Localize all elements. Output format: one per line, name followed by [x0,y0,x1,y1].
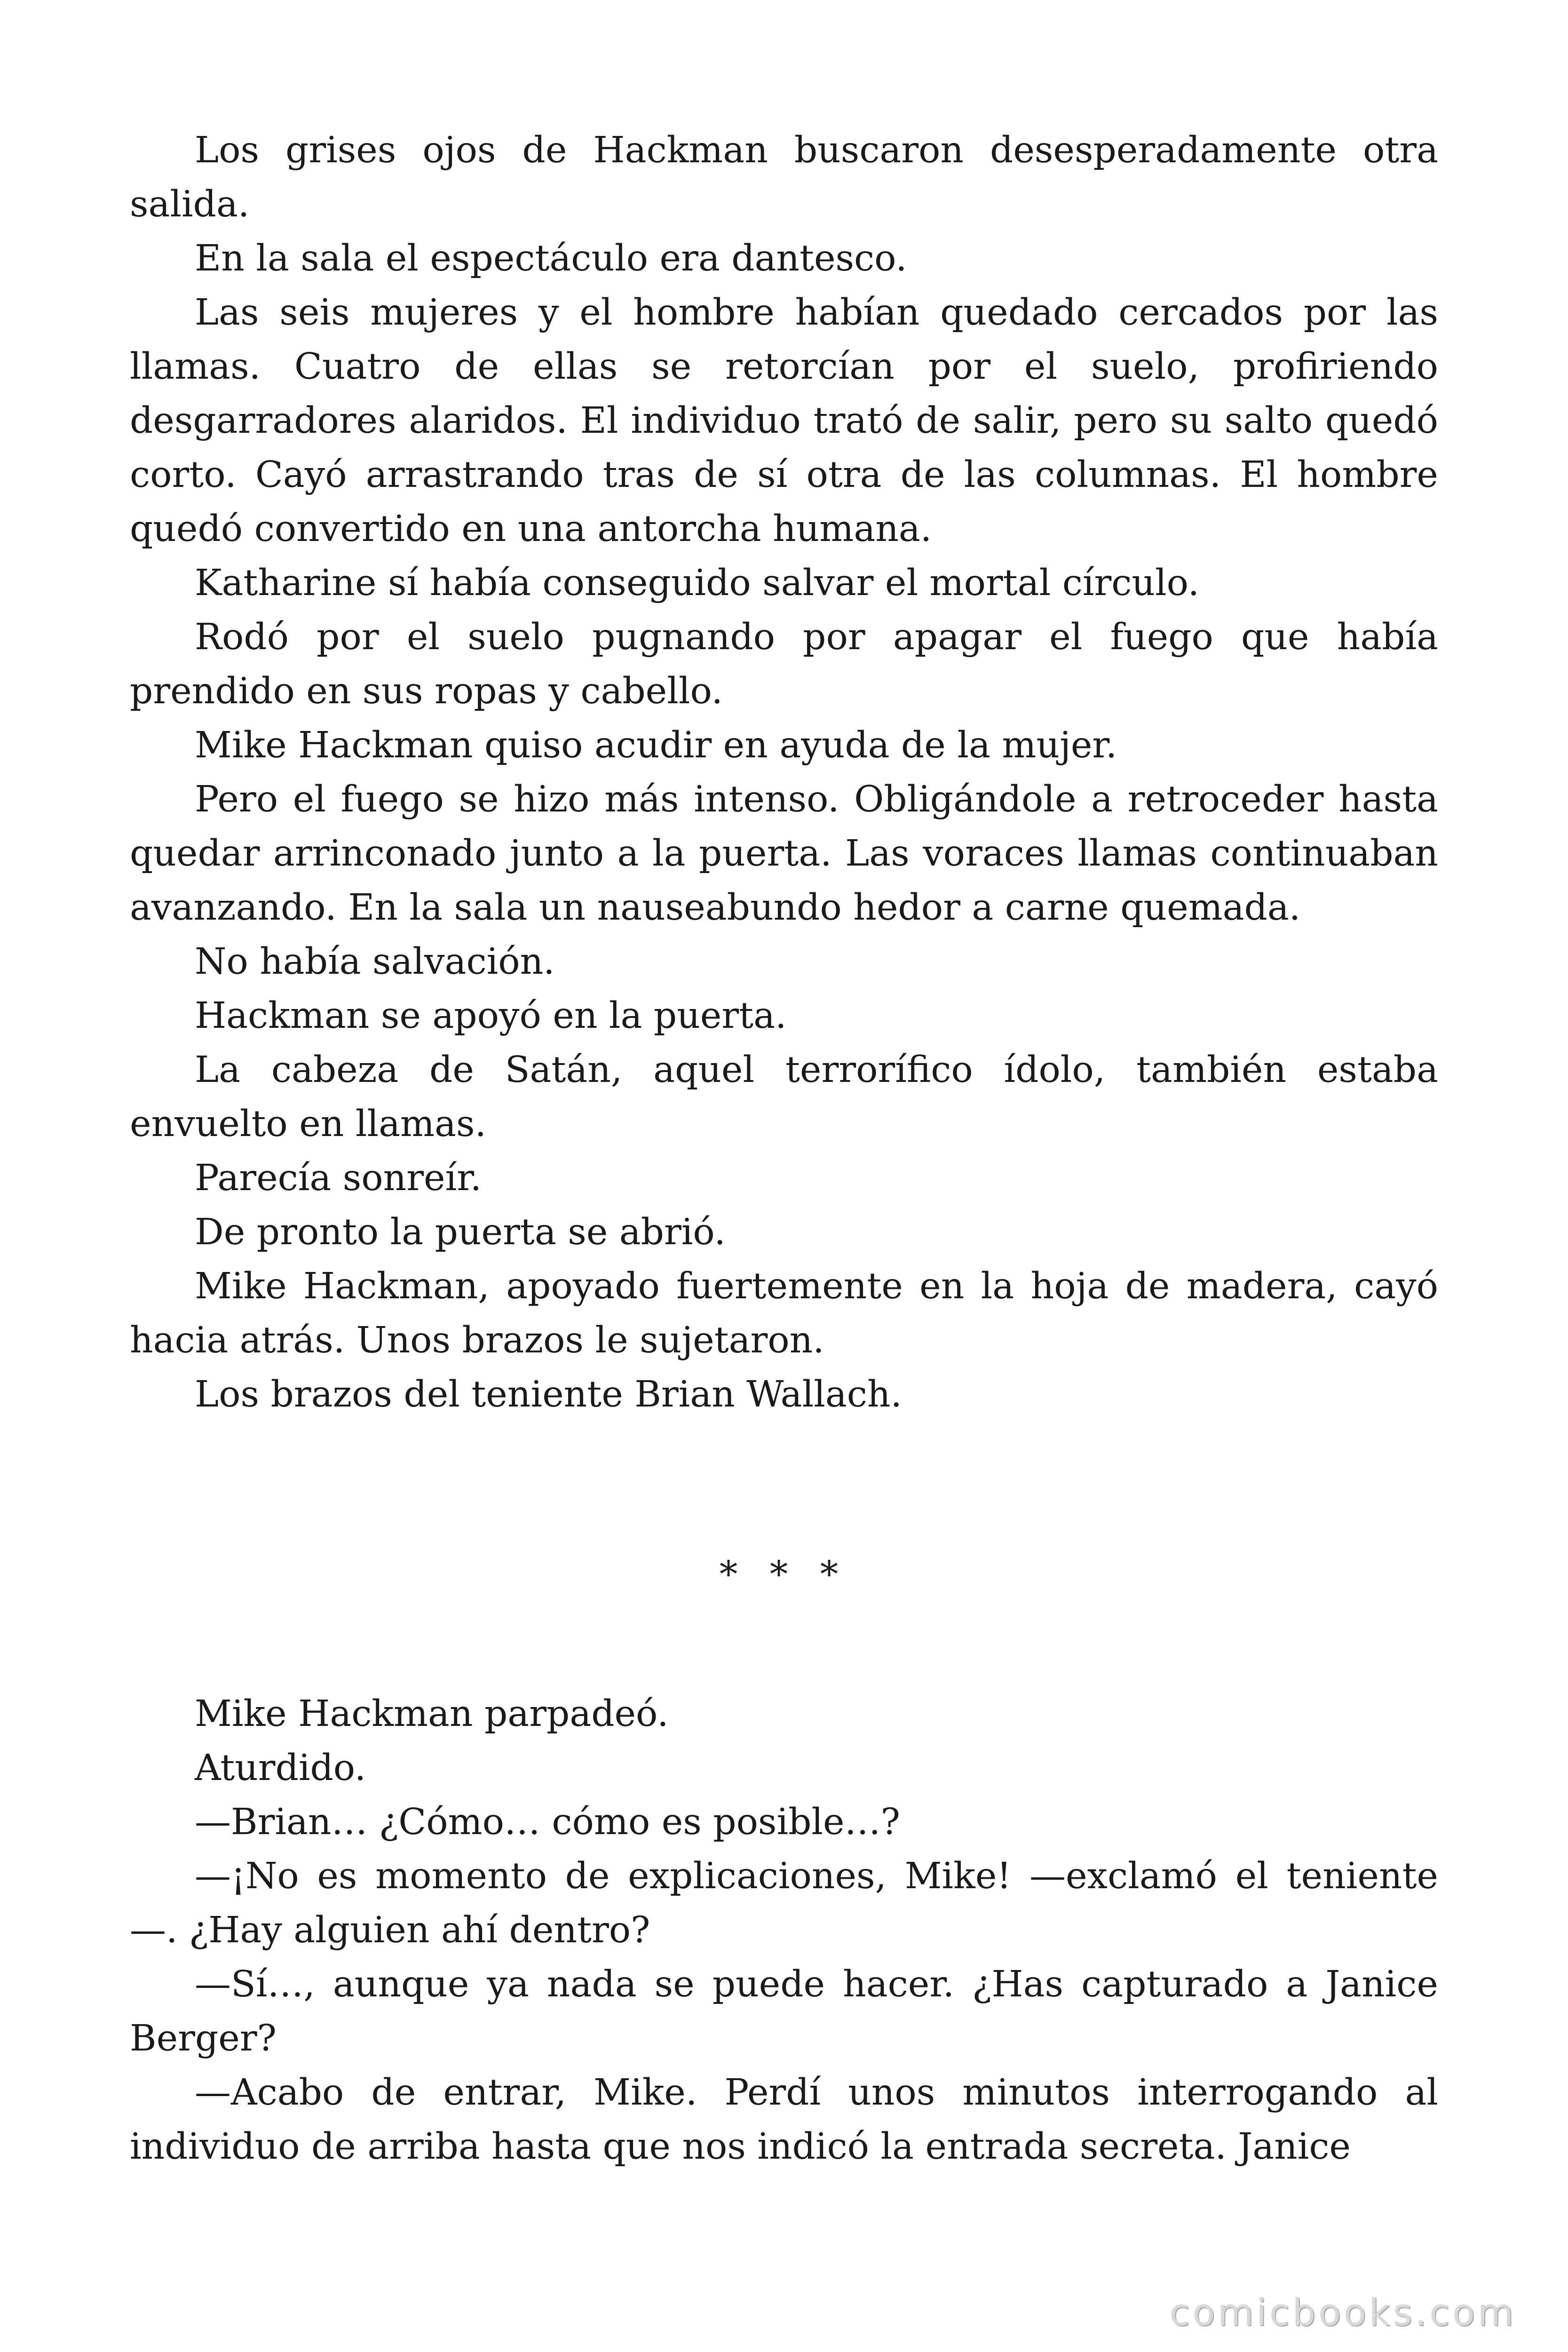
paragraph: —¡No es momento de explicaciones, Mike! —exclamó el teniente —. ¿Hay alguien ahí dentro? [130,1855,1438,1951]
paragraph: De pronto la puerta se abrió. [195,1211,726,1253]
paragraph: Los brazos del teniente Brian Wallach. [195,1374,902,1415]
paragraph: —Sí…, aunque ya nada se puede hacer. ¿Has capturado a Janice Berger? [130,1963,1438,2059]
paragraph: Mike Hackman quiso acudir en ayuda de la mujer. [195,724,1117,766]
watermark: comicbooks.com [1169,2292,1516,2334]
paragraph: Mike Hackman, apoyado fuertemente en la hoja de madera, cayó hacia atrás. Unos brazos le sujetaron. [130,1265,1438,1361]
paragraph: Pero el fuego se hizo más intenso. Obligándole a retroceder hasta quedar arrinconado junto a la puerta. Las voraces llamas continuaban avanzando. En la sala un nauseabundo hedor a carne quemada. [130,779,1438,929]
paragraph: Hackman se apoyó en la puerta. [195,995,787,1037]
text-section-before-break [130,123,1438,1422]
paragraph: Los grises ojos de Hackman buscaron desesperadamente otra salida. [130,129,1438,225]
paragraph: —Acabo de entrar, Mike. Perdí unos minutos interrogando al individuo de arriba hasta que nos indicó la entrada secreta. Janice [130,2072,1438,2168]
paragraph: Las seis mujeres y el hombre habían quedado cercados por las llamas. Cuatro de ellas se retorcían por el suelo, profiriendo desgarradores alaridos. El individuo trató de salir, pero su salto quedó corto. Cayó arrastrando tras de sí otra de las columnas. El hombre quedó convertido en una antorcha humana. [130,292,1438,550]
paragraph: Rodó por el suelo pugnando por apagar el fuego que había prendido en sus ropas y cabello. [130,616,1438,712]
paragraph: No había salvación. [195,941,555,983]
paragraph: En la sala el espectáculo era dantesco. [195,238,907,279]
paragraph: Aturdido. [195,1747,366,1789]
paragraph: La cabeza de Satán, aquel terrorífico ídolo, también estaba envuelto en llamas. [130,1049,1438,1145]
scene-break-separator: * * * [719,1554,849,1596]
paragraph: Mike Hackman parpadeó. [195,1693,669,1735]
text-section-after-break [130,1687,1438,2174]
paragraph: —Brian… ¿Cómo… cómo es posible…? [195,1801,900,1843]
paragraph: Parecía sonreír. [195,1157,482,1199]
paragraph: Katharine sí había conseguido salvar el mortal círculo. [195,562,1200,604]
